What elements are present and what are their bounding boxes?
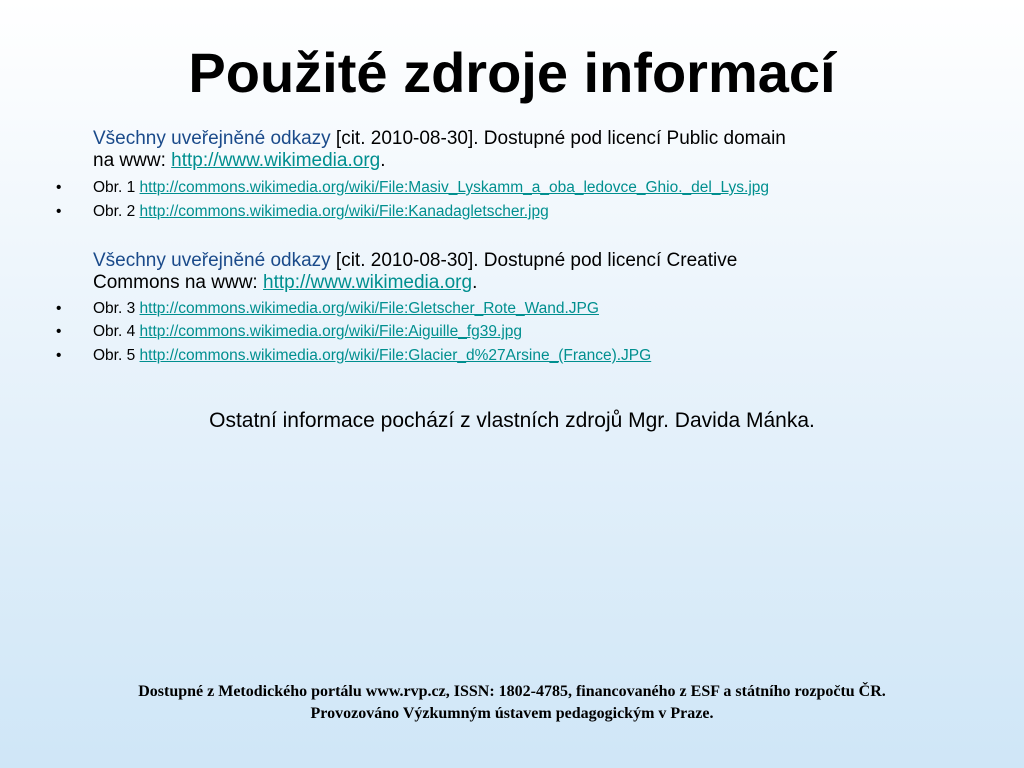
license-line-1 — [93, 128, 973, 150]
list-item — [56, 299, 993, 319]
figure-label: Obr. 2 — [93, 203, 140, 220]
list-item — [56, 178, 993, 198]
footer-line-1: Dostupné z Metodického portálu www.rvp.cz, ISSN: 1802-4785, financovaného z ESF a státního rozpočtu ČR. — [138, 683, 886, 700]
license-line-2 — [93, 272, 973, 294]
bullet-icon: • — [56, 323, 62, 340]
license-detail: [cit. 2010-08-30]. Dostupné pod licencí Creative — [330, 250, 738, 271]
license-line-1 — [93, 250, 973, 272]
footer-line-2: Provozováno Výzkumným ústavem pedagogickým v Praze. — [310, 705, 714, 722]
figure-label: Obr. 5 — [93, 347, 140, 364]
wikimedia-link[interactable]: http://www.wikimedia.org — [263, 272, 473, 293]
bullet-icon: • — [56, 300, 62, 317]
figure-label: Obr. 1 — [93, 179, 140, 196]
list-item — [56, 346, 993, 366]
license-lead: Všechny uveřejněné odkazy — [93, 128, 331, 149]
license-lead: Všechny uveřejněné odkazy — [93, 250, 331, 271]
bullet-icon: • — [56, 179, 62, 196]
own-sources-note: Ostatní informace pochází z vlastních zdrojů Mgr. Davida Mánka. — [209, 409, 815, 432]
list-item — [56, 202, 993, 222]
slide-title: Použité zdroje informací — [188, 41, 836, 104]
figure-source-link[interactable]: http://commons.wikimedia.org/wiki/File:Aiguille_fg39.jpg — [139, 323, 523, 340]
license-www-prefix: Commons na www: — [93, 272, 263, 293]
license-statement-creative-commons — [93, 250, 973, 294]
license-www-prefix: na www: — [93, 150, 172, 171]
license-period: . — [380, 150, 386, 171]
license-period: . — [472, 272, 478, 293]
license-detail: [cit. 2010-08-30]. Dostupné pod licencí Public domain — [330, 128, 786, 149]
wikimedia-link[interactable]: http://www.wikimedia.org — [171, 150, 381, 171]
figure-source-link[interactable]: http://commons.wikimedia.org/wiki/File:Kanadagletscher.jpg — [139, 203, 549, 220]
footer — [0, 681, 1024, 725]
bullet-icon: • — [56, 347, 62, 364]
license-line-2 — [93, 150, 973, 172]
figure-source-link[interactable]: http://commons.wikimedia.org/wiki/File:Gletscher_Rote_Wand.JPG — [139, 300, 599, 317]
figure-source-link[interactable]: http://commons.wikimedia.org/wiki/File:Masiv_Lyskamm_a_oba_ledovce_Ghio._del_Lys.jpg — [139, 179, 770, 196]
figure-label: Obr. 3 — [93, 300, 140, 317]
figure-label: Obr. 4 — [93, 323, 140, 340]
list-item — [56, 322, 993, 342]
figure-source-link[interactable]: http://commons.wikimedia.org/wiki/File:Glacier_d%27Arsine_(France).JPG — [139, 347, 652, 364]
license-statement-public-domain — [93, 128, 973, 172]
bullet-icon: • — [56, 203, 62, 220]
